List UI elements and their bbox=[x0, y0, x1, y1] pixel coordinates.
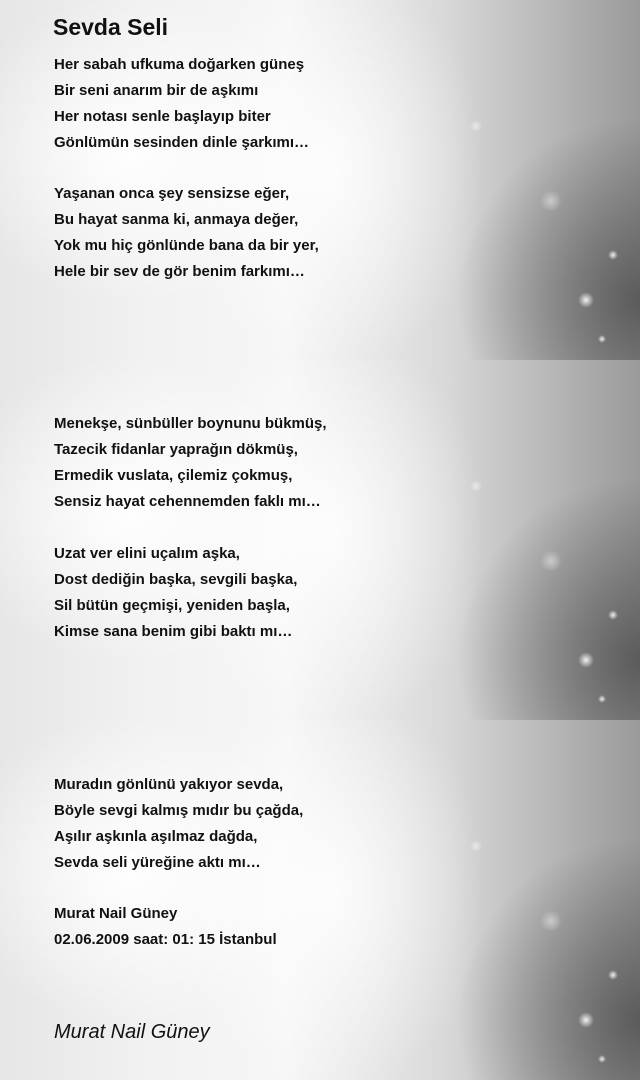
poem-line: Sensiz hayat cehennemden faklı mı… bbox=[54, 493, 321, 510]
poem-line: Menekşe, sünbüller boynunu bükmüş, bbox=[54, 415, 327, 432]
bokeh-light bbox=[608, 610, 618, 620]
author-signature: Murat Nail Güney bbox=[54, 1021, 210, 1043]
poem-panel-1 bbox=[0, 0, 640, 360]
bokeh-light bbox=[540, 910, 562, 932]
poem-line: Kimse sana benim gibi baktı mı… bbox=[54, 623, 293, 640]
poem-line: Uzat ver elini uçalım aşka, bbox=[54, 545, 240, 562]
poem-line: Gönlümün sesinden dinle şarkımı… bbox=[54, 134, 310, 151]
bokeh-light bbox=[470, 840, 482, 852]
poem-title: Sevda Seli bbox=[53, 14, 169, 40]
bokeh-light bbox=[578, 652, 594, 668]
poem-line: Her sabah ufkuma doğarken güneş bbox=[54, 56, 305, 73]
poem-panel-3 bbox=[0, 720, 640, 1080]
poem-line: Muradın gönlünü yakıyor sevda, bbox=[54, 776, 284, 793]
bokeh-light bbox=[540, 190, 562, 212]
bokeh-light bbox=[470, 120, 482, 132]
bokeh-light bbox=[598, 1055, 606, 1063]
poem-line: Hele bir sev de gör benim farkımı… bbox=[54, 263, 305, 280]
bokeh-light bbox=[608, 250, 618, 260]
bokeh-light bbox=[578, 1012, 594, 1028]
poem-line: Ermedik vuslata, çilemiz çokmuş, bbox=[54, 467, 293, 484]
bokeh-light bbox=[598, 335, 606, 343]
poem-line: Dost dediğin başka, sevgili başka, bbox=[54, 571, 298, 588]
poem-line: Bu hayat sanma ki, anmaya değer, bbox=[54, 211, 299, 228]
stanza-4 bbox=[54, 541, 297, 645]
poem-line: Bir seni anarım bir de aşkımı bbox=[54, 82, 259, 99]
bokeh-light bbox=[608, 970, 618, 980]
poem-line: Tazecik fidanlar yaprağın dökmüş, bbox=[54, 441, 298, 458]
poem-line: Yok mu hiç gönlünde bana da bir yer, bbox=[54, 237, 319, 254]
poem-line: Aşılır aşkınla aşılmaz dağda, bbox=[54, 828, 258, 845]
bokeh-light bbox=[470, 480, 482, 492]
poem-line: Sil bütün geçmişi, yeniden başla, bbox=[54, 597, 290, 614]
poem-line: Yaşanan onca şey sensizse eğer, bbox=[54, 185, 290, 202]
stanza-1 bbox=[54, 52, 309, 156]
author-block bbox=[54, 901, 277, 953]
stanza-5 bbox=[54, 772, 303, 876]
bokeh-light bbox=[540, 550, 562, 572]
bokeh-light bbox=[598, 695, 606, 703]
stanza-3 bbox=[54, 411, 327, 515]
poem-line: Sevda seli yüreğine aktı mı… bbox=[54, 854, 261, 871]
author-name: Murat Nail Güney bbox=[54, 905, 178, 922]
poem-line: Böyle sevgi kalmış mıdır bu çağda, bbox=[54, 802, 304, 819]
poem-line: Her notası senle başlayıp biter bbox=[54, 108, 271, 125]
poem-panel-2 bbox=[0, 360, 640, 720]
stanza-2 bbox=[54, 181, 319, 285]
date-line: 02.06.2009 saat: 01: 15 İstanbul bbox=[54, 931, 277, 948]
bokeh-light bbox=[578, 292, 594, 308]
